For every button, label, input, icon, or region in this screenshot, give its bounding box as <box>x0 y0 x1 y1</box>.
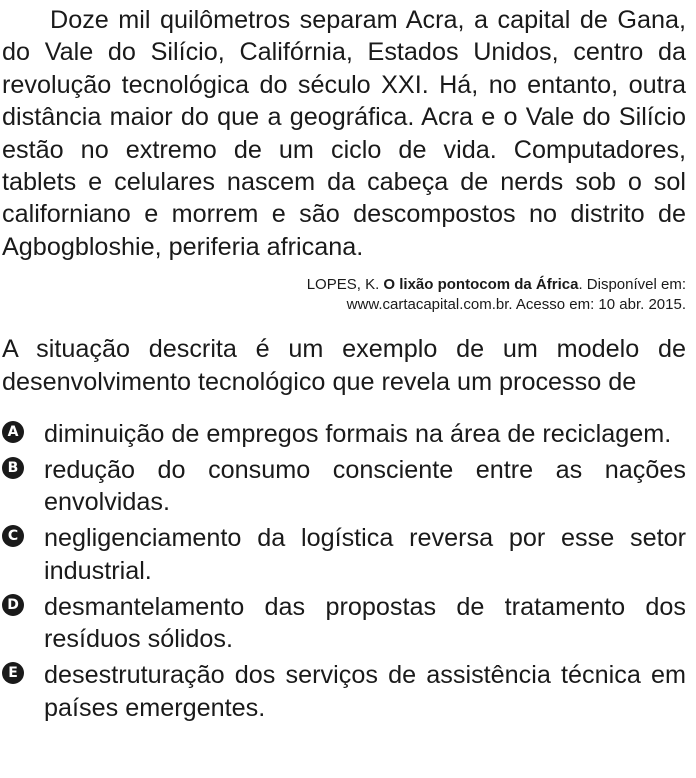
option-a-letter-icon: A <box>2 421 24 443</box>
answer-options <box>2 418 686 724</box>
source-author: LOPES, K. <box>306 276 380 294</box>
option-e-text: desestruturação dos serviços de assistência técnica em países emergentes. <box>44 661 686 722</box>
option-b-letter-icon: B <box>2 457 24 479</box>
option-d-letter-icon: D <box>2 594 24 616</box>
option-e-letter-icon: E <box>2 662 24 684</box>
passage-text: Doze mil quilômetros separam Acra, a capital de Gana, do Vale do Silício, Califórnia, Estados Unidos, centro da revolução tecnológica do século XXI. Há, no entanto, outra distância maior do que a geográfica. Acra e o Vale do Silício estão no extremo de um ciclo de vida. Computadores, tablets e celulares nascem da cabeça de nerds sob o sol californiano e morrem e são descompostos no distrito de Agbogbloshie, periferia africana. <box>2 6 686 261</box>
option-c-text: negligenciamento da logística reversa por esse setor industrial. <box>44 524 686 585</box>
source-availability: . Disponível em: <box>578 276 686 294</box>
option-c-letter-icon: C <box>2 525 24 547</box>
question-stem: A situação descrita é um exemplo de um modelo de desenvolvimento tecnológico que revela um processo de <box>2 335 686 396</box>
option-a-text: diminuição de empregos formais na área de reciclagem. <box>44 420 672 449</box>
source-title: O lixão pontocom da África <box>383 276 579 294</box>
source-access: www.cartacapital.com.br. Acesso em: 10 abr. 2015. <box>346 296 686 314</box>
option-d-text: desmantelamento das propostas de tratamento dos resíduos sólidos. <box>44 592 686 654</box>
option-b-text: redução do consumo consciente entre as nações envolvidas. <box>44 456 686 517</box>
option-b[interactable] <box>2 454 686 519</box>
option-c[interactable] <box>2 522 686 587</box>
option-e[interactable] <box>2 659 686 724</box>
option-a[interactable] <box>2 418 686 450</box>
option-d[interactable] <box>2 591 686 656</box>
source-citation <box>2 275 686 315</box>
